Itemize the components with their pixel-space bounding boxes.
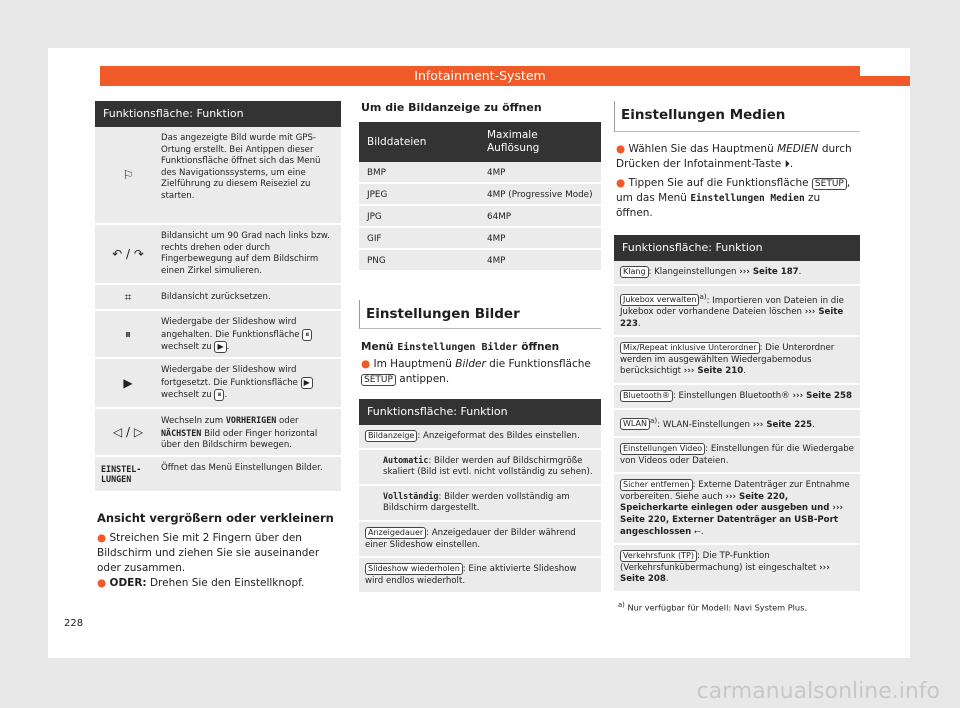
row-text: : Einstellungen für die Wiedergabe von Videos oder Dateien.	[620, 444, 854, 466]
cell: JPEG	[367, 190, 388, 200]
text-part: MEDIEN	[777, 143, 819, 155]
function-key: Bluetooth®	[620, 390, 673, 402]
function-key: Verkehrsfunk (TP)	[620, 550, 697, 562]
text-part: oder	[279, 416, 299, 426]
page-ref: ››› Seite 220, Speicherkarte einlegen oder ausgeben und ››› Seite 220, Externer Datenträger an USB-Port angeschlossen	[620, 491, 844, 537]
text-part: .	[637, 318, 641, 329]
row-text: : Die TP-Funktion (Verkehrsfunkübermachung) ist eingeschaltet	[620, 551, 817, 573]
text-part: die Funktionsfläche	[489, 358, 591, 370]
function-key: Bildanzeige	[365, 430, 417, 442]
flag-icon: ⚐	[122, 168, 134, 182]
footnote-text: Nur verfügbar für Modell: Navi System Plus.	[627, 602, 807, 613]
menu-open-heading	[359, 341, 601, 353]
row-text: : Klangeinstellungen	[648, 267, 737, 277]
row-text: : Eine aktivierte Slideshow wird endlos wiederholt.	[365, 564, 577, 586]
text-part: durch Drücken der Infotainment-Taste	[616, 143, 852, 170]
cell: PNG	[367, 256, 386, 266]
zoom-bullet-1: ● Streichen Sie mit 2 Fingern über den Bildschirm und ziehen Sie sie auseinander oder zusammen.	[97, 532, 320, 574]
row-text: : Einstellungen Bluetooth®	[672, 391, 790, 402]
play-key-icon: ▶	[214, 341, 226, 353]
table-row	[95, 127, 341, 225]
text-part: wechselt zu	[161, 390, 212, 401]
image-format-table	[359, 122, 601, 272]
text-part: .	[798, 267, 802, 277]
table-row	[95, 359, 341, 409]
table-row	[359, 250, 601, 272]
page-ref: ››› Seite 187	[739, 267, 799, 277]
page-number: 228	[64, 618, 84, 629]
rotate-icon: ↶ / ↷	[112, 247, 144, 261]
table-row	[359, 558, 601, 594]
table-row	[359, 522, 601, 558]
medien-function-table	[614, 235, 860, 593]
cell: BMP	[367, 168, 386, 178]
pause-icon: ⏸	[124, 326, 131, 341]
text-part: Wiedergabe der Slideshow wird fortgesetzt. Die Funktionsfläche	[161, 365, 298, 388]
row-text: : Bilder werden auf Bildschirmgröße skaliert (Bild ist evtl. nicht vollständig zu sehen).	[383, 455, 593, 478]
section-title-medien: Einstellungen Medien	[614, 101, 860, 132]
bullet-text: Drehen Sie den Einstellknopf.	[149, 577, 305, 589]
zoom-bullet-2: ● ODER: Drehen Sie den Einstellknopf.	[97, 577, 305, 589]
footnote-mark: a)	[650, 415, 658, 425]
page-ref: ››› Seite 208	[620, 562, 830, 585]
mono-term: NÄCHSTEN	[161, 427, 202, 438]
setup-key: SETUP	[812, 178, 847, 190]
text-part: Im Hauptmenü	[373, 358, 452, 370]
column-left	[95, 101, 341, 591]
table-row	[614, 474, 860, 545]
text-part: Bild oder Finger horizontal über den Bildschirm bewegen.	[161, 428, 318, 451]
play-key-icon: ▶	[301, 377, 313, 389]
bullet-label: ODER:	[109, 577, 147, 589]
page-ref: ››› Seite 225	[752, 419, 813, 430]
pause-key-icon: ⏸	[214, 389, 224, 401]
table-row	[614, 337, 860, 385]
medien-bullet-1: ● Wählen Sie das Hauptmenü MEDIEN durch Drücken der Infotainment-Taste ⏵.	[616, 143, 852, 170]
page-ref: ››› Seite 258	[792, 391, 852, 402]
row-text: : Externe Datenträger zur Entnahme vorbereiten. Siehe auch	[620, 480, 850, 502]
open-heading: Um die Bildanzeige zu öffnen	[361, 101, 542, 114]
bilder-function-table	[359, 399, 601, 594]
step-bullet: ● Im Hauptmenü Bilder die Funktionsfläche SETUP antippen.	[361, 358, 591, 385]
function-key: WLAN	[620, 418, 650, 430]
cell: 4MP	[487, 234, 506, 244]
infotainment-key-icon: ⏵	[784, 158, 790, 170]
mono-term: Automatic	[383, 454, 429, 465]
row-text: : Anzeigeformat des Bildes einstellen.	[417, 431, 580, 441]
cell: JPG	[367, 212, 382, 222]
function-table-title: Funktionsfläche: Funktion	[359, 399, 601, 425]
table-row	[359, 206, 601, 228]
table-row	[95, 311, 341, 359]
column-header: Bilddateien	[367, 135, 427, 148]
mono-term: Vollständig	[383, 490, 439, 501]
row-text	[161, 409, 341, 455]
table-row	[359, 425, 601, 450]
cell: 4MP	[487, 256, 506, 266]
text-part: , um das Menü	[616, 177, 851, 204]
column-header: Maximale Auflösung	[487, 129, 540, 154]
table-row	[95, 457, 341, 493]
table-row	[359, 184, 601, 206]
text-part: Wechseln zum	[161, 416, 224, 426]
cell: 64MP	[487, 212, 512, 222]
play-icon: ▶	[123, 376, 133, 390]
table-row	[614, 410, 860, 438]
page-ref: ››› Seite 223	[620, 307, 844, 329]
table-row	[614, 545, 860, 593]
footnote-mark: a)	[618, 601, 625, 609]
column-middle	[359, 101, 601, 594]
row-text: Bildansicht zurücksetzen.	[161, 292, 271, 302]
settings-label: EINSTEL-LUNGEN	[101, 464, 142, 484]
footnote	[614, 601, 860, 613]
text-part: öffnen	[521, 341, 560, 353]
function-key: Einstellungen Video	[620, 443, 705, 455]
usb-icon: ⭠.	[691, 526, 704, 537]
mono-term: Einstellungen Bilder	[397, 342, 518, 353]
table-row	[614, 261, 860, 286]
row-text: : Anzeigedauer der Bilder während einer Slideshow einstellen.	[365, 527, 576, 550]
cell: GIF	[367, 234, 382, 244]
cell: 4MP (Progressive Mode)	[487, 190, 593, 200]
table-row	[359, 228, 601, 250]
text-part: Wiedergabe der Slideshow wird angehalten. Die Funktionsfläche	[161, 317, 300, 340]
text-part: .	[224, 390, 228, 401]
function-key: Anzeigedauer	[365, 527, 426, 539]
reset-view-icon: ⌗	[124, 289, 132, 304]
table-row	[359, 450, 601, 486]
text-part: Menü	[361, 341, 394, 353]
bullet-text: Streichen Sie mit 2 Fingern über den Bildschirm und ziehen Sie sie auseinander oder zusammen.	[97, 532, 320, 574]
row-text: Öffnet das Menü Einstellungen Bilder.	[161, 463, 323, 473]
function-key: Mix/Repeat inklusive Unterordner	[620, 342, 760, 354]
header-bar-extension	[860, 76, 910, 86]
text-part: .	[743, 366, 746, 377]
function-key: Jukebox verwalten	[620, 294, 699, 306]
section-title-bilder: Einstellungen Bilder	[359, 300, 601, 329]
text-part: .	[226, 342, 230, 353]
setup-key: SETUP	[361, 374, 396, 386]
table-row	[359, 486, 601, 522]
row-text: : Die Unterordner werden im ausgewählten Wiedergabemodus berücksichtigt	[620, 343, 835, 377]
column-right	[614, 101, 860, 613]
row-text: Bildansicht um 90 Grad nach links bzw. rechts drehen oder durch Fingerbewegung auf dem Bildschirm einen Zirkel simulieren.	[161, 231, 330, 276]
function-key: Klang	[620, 266, 649, 278]
text-part: Tippen Sie auf die Funktionsfläche	[628, 177, 809, 189]
text-part: zu öffnen.	[616, 192, 821, 219]
function-key: Sicher entfernen	[620, 479, 693, 491]
row-text: Das angezeigte Bild wurde mit GPS-Ortung erstellt. Bei Antippen dieser Funktionsfläche öffnet sich das Menü des Navigationssystems, um eine Zielführung zu diesem Reiseziel zu starten.	[161, 133, 321, 201]
text-part: .	[812, 419, 815, 430]
cell: 4MP	[487, 168, 506, 178]
row-text: : WLAN-Einstellungen	[657, 419, 750, 430]
mono-term: VORHERIGEN	[225, 415, 277, 425]
prev-next-icon: ◁ / ▷	[112, 425, 144, 439]
row-text: : Bilder werden vollständig am Bildschirm dargestellt.	[383, 491, 570, 514]
text-part: .	[665, 574, 669, 585]
text-part: wechselt zu	[161, 342, 212, 353]
zoom-heading: Ansicht vergrößern oder verkleinern	[97, 511, 334, 525]
table-row	[614, 385, 860, 410]
pause-key-icon: ⏸	[302, 329, 312, 341]
page-ref: ››› Seite 210	[683, 366, 744, 377]
watermark: carmanualsonline.info	[696, 679, 940, 704]
page-header: Infotainment-System	[100, 66, 860, 86]
function-table-title: Funktionsfläche: Funktion	[95, 101, 341, 127]
text-part: Wählen Sie das Hauptmenü	[628, 143, 774, 155]
row-text	[161, 359, 341, 407]
table-header	[359, 122, 601, 162]
table-row	[95, 409, 341, 457]
footnote-mark: a)	[699, 291, 707, 301]
mono-term: Einstellungen Medien	[690, 193, 805, 204]
medien-bullet-2: ● Tippen Sie auf die Funktionsfläche SETUP , um das Menü Einstellungen Medien zu öffnen.	[616, 177, 851, 219]
table-row	[95, 225, 341, 285]
row-text	[161, 311, 341, 357]
table-row	[614, 286, 860, 338]
table-row	[95, 285, 341, 311]
text-part: antippen.	[399, 373, 450, 385]
function-table-title: Funktionsfläche: Funktion	[614, 235, 860, 261]
row-text: : Importieren von Dateien in die Jukebox oder vorhandene Dateien löschen	[620, 295, 844, 318]
function-key: Slideshow wiederholen	[365, 563, 463, 575]
text-part: Bilder	[455, 358, 486, 370]
table-row	[614, 438, 860, 474]
table-row	[359, 162, 601, 184]
